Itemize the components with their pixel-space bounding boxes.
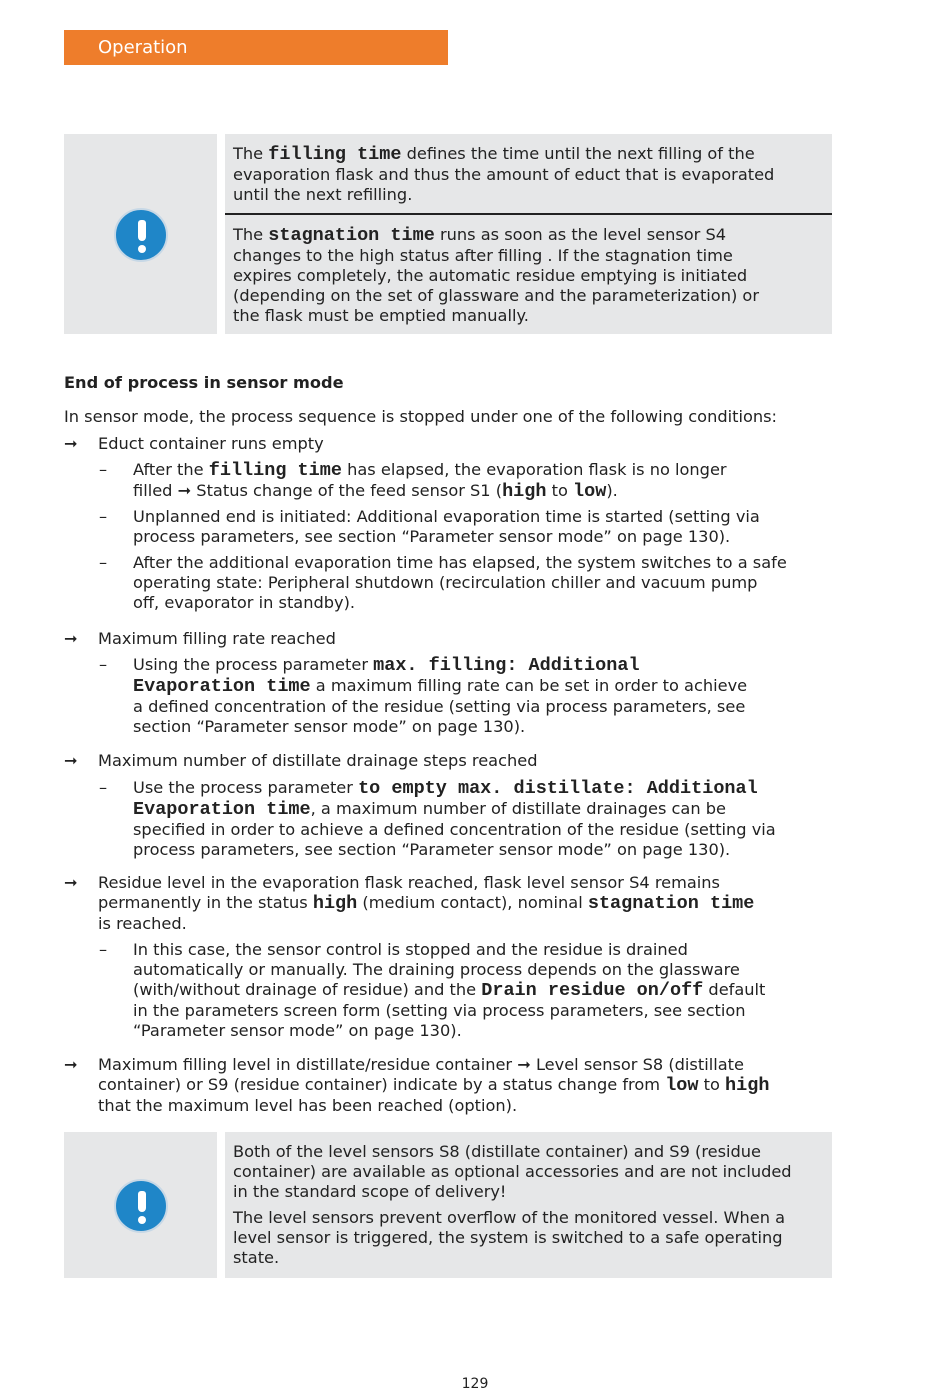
code-term: Drain residue on/off — [481, 980, 704, 1001]
note-icon-column — [64, 134, 217, 334]
arrow-icon: ➞ — [64, 629, 78, 648]
arrow-icon: ➞ — [64, 873, 78, 892]
arrow-icon: ➞ — [177, 481, 192, 500]
code-term: max. filling: Additional — [373, 655, 640, 676]
section-header-bar — [64, 30, 448, 65]
code-term: high — [725, 1075, 770, 1096]
note-paragraph-stagnation-time: The stagnation time runs as soon as the level sensor S4 changes to the high status after filling . If the stagnation time expires completely, the automatic residue emptying is initiated (depending on the set of glassware and the parameterization) or the flask must be emptied manually. — [233, 225, 759, 325]
arrow-icon: ➞ — [64, 434, 78, 453]
code-term: Evaporation time — [133, 676, 311, 697]
arrow-icon: ➞ — [517, 1055, 531, 1074]
note-paragraph-optional-accessories: Both of the level sensors S8 (distillate container) and S9 (residue container) are available as optional accessories and are not included in the standard scope of delivery! — [233, 1142, 792, 1201]
code-term: stagnation time — [268, 225, 435, 246]
exclamation-icon — [114, 208, 168, 262]
intro-paragraph: In sensor mode, the process sequence is stopped under one of the following conditions: — [64, 407, 778, 426]
dash-bullet: – — [99, 940, 108, 959]
exclamation-icon — [114, 1179, 168, 1233]
code-term: low — [665, 1075, 699, 1096]
note-paragraph-filling-time: The filling time defines the time until the next filling of the evaporation flask and thus the amount of educt that is evaporated until the next refilling. — [233, 144, 775, 204]
arrow-icon: ➞ — [64, 751, 78, 770]
section-title: Operation — [98, 36, 188, 58]
info-note-level-sensors — [64, 1132, 832, 1278]
note-icon-column — [64, 1132, 217, 1278]
dash-bullet: – — [99, 460, 108, 479]
note-text-column — [225, 134, 832, 334]
code-term: low — [573, 481, 607, 502]
arrow-icon: ➞ — [64, 1055, 78, 1074]
code-term: to empty max. distillate: Additional — [358, 778, 758, 799]
code-term: high — [312, 893, 358, 914]
dash-bullet: – — [99, 553, 108, 572]
dash-bullet: – — [99, 655, 108, 674]
code-term: stagnation time — [587, 893, 755, 914]
note-divider — [225, 213, 832, 215]
note-text-column — [225, 1132, 832, 1278]
dash-bullet: – — [99, 507, 108, 526]
page-number: 129 — [461, 1376, 489, 1392]
code-term: Evaporation time — [133, 799, 311, 820]
code-term: high — [502, 481, 547, 502]
code-term: filling time — [208, 460, 342, 481]
section-heading: End of process in sensor mode — [64, 373, 344, 392]
dash-bullet: – — [99, 778, 108, 797]
note-paragraph-overflow: The level sensors prevent overflow of the monitored vessel. When a level sensor is triggered, the system is switched to a safe operating state. — [233, 1208, 786, 1267]
info-note-filling-stagnation — [64, 134, 832, 334]
code-term: filling time — [268, 144, 402, 165]
